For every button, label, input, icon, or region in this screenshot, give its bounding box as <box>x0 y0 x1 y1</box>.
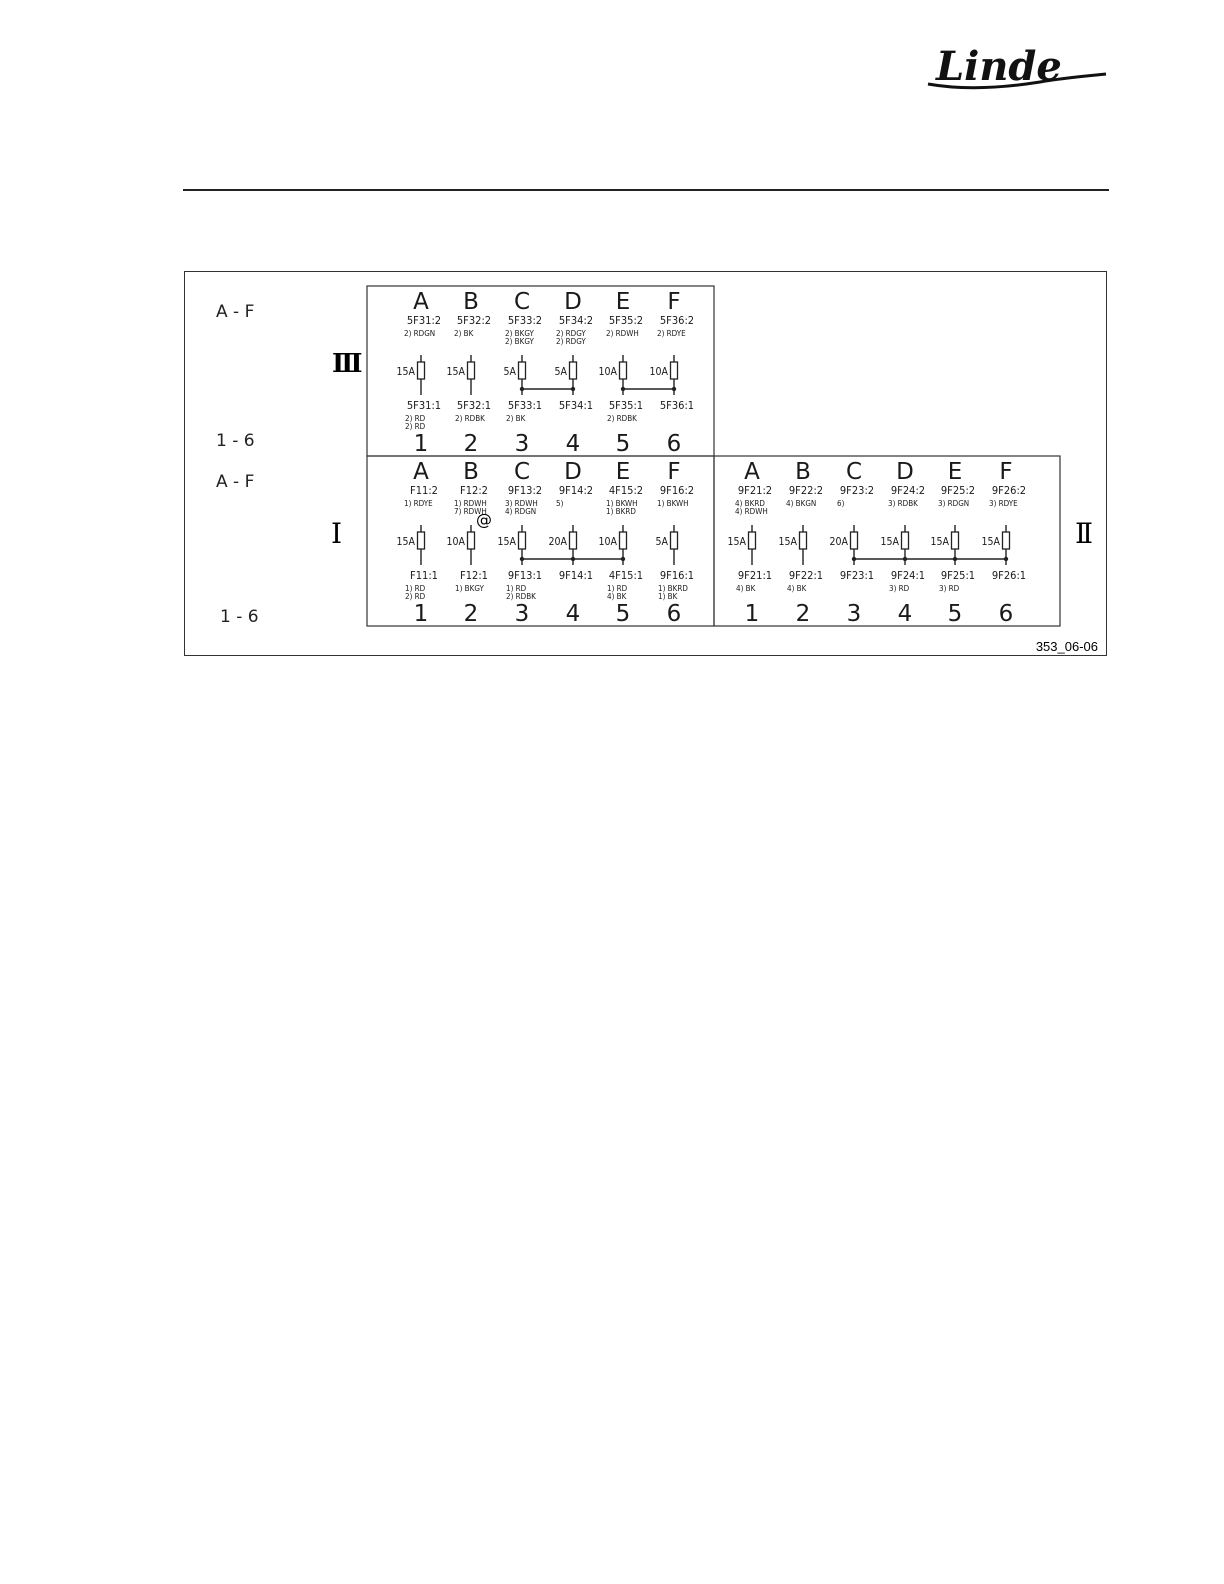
fuse-top-wire: 2) BKGY <box>505 329 534 338</box>
bridge-node <box>903 557 907 561</box>
side-label-numbers-top: 1 - 6 <box>216 431 255 451</box>
bridge-node <box>621 557 625 561</box>
fuse-body <box>749 532 756 549</box>
column-letter: C <box>845 459 863 485</box>
fuse-body <box>952 532 959 549</box>
fuse-rating: 15A <box>396 366 415 378</box>
fuse-rating: 5A <box>503 366 516 378</box>
fuse-top-wire: 1) RDYE <box>404 499 433 508</box>
column-letter: A <box>413 289 429 315</box>
column-number: 2 <box>795 601 811 627</box>
column-letter: A <box>744 459 760 485</box>
box-iii-label: III <box>332 349 360 379</box>
fuse-body <box>620 532 627 549</box>
fuse-top-wire: 4) RDGN <box>505 507 537 516</box>
column-letter: D <box>564 459 582 485</box>
header-rule <box>183 189 1109 191</box>
box-ii-label: II <box>1075 517 1090 550</box>
bridge-marker: @ <box>476 510 492 529</box>
fuse-top-wire: 1) RDWH <box>454 499 487 508</box>
fuse-bottom-wire: 2) RDBK <box>455 414 485 423</box>
fuse-bottom-terminal: 9F25:1 <box>940 569 976 582</box>
fuse-rating: 15A <box>446 366 465 378</box>
fuse-top-terminal: 9F25:2 <box>940 484 976 497</box>
fuse-top-wire: 3) RDWH <box>505 499 538 508</box>
fuse-rating: 15A <box>880 536 899 548</box>
fuse-bottom-wire: 3) RD <box>889 584 910 593</box>
column-number: 1 <box>413 431 429 457</box>
fuse-bottom-terminal: 5F34:1 <box>558 399 594 412</box>
fuse-bottom-wire: 1) RD <box>405 584 426 593</box>
column-number: 6 <box>666 431 682 457</box>
fuse-body <box>902 532 909 549</box>
fuse-top-wire: 5) <box>556 499 564 508</box>
fuse-rating: 15A <box>727 536 746 548</box>
column-number: 1 <box>413 601 429 627</box>
column-letter: B <box>463 459 479 485</box>
column-letter: B <box>795 459 811 485</box>
fuse-rating: 10A <box>649 366 668 378</box>
fuse-top-wire: 1) BKWH <box>606 499 638 508</box>
fuse-bottom-wire: 1) RD <box>506 584 527 593</box>
fuse-rating: 15A <box>778 536 797 548</box>
column-letter: C <box>513 459 531 485</box>
linde-logo <box>922 38 1112 94</box>
column-letter: F <box>999 459 1013 485</box>
fuse-bottom-terminal: F11:1 <box>410 569 438 582</box>
fuse-top-terminal: 5F32:2 <box>456 314 492 327</box>
fuse-bottom-wire: 1) BKRD <box>658 584 688 593</box>
bridge-node <box>621 387 625 391</box>
fuse-top-wire: 6) <box>837 499 845 508</box>
bridge-node <box>672 387 676 391</box>
fuse-top-wire: 1) BKWH <box>657 499 689 508</box>
column-number: 5 <box>615 601 631 627</box>
column-number: 1 <box>744 601 760 627</box>
box-i-label: I <box>331 517 343 550</box>
fuse-rating: 15A <box>981 536 1000 548</box>
fuse-bottom-wire: 2) RD <box>405 414 426 423</box>
fuse-rating: 15A <box>396 536 415 548</box>
column-letter: D <box>564 289 582 315</box>
fuse-bottom-wire: 2) RDBK <box>506 592 536 601</box>
fuse-body <box>671 362 678 379</box>
fuse-body <box>671 532 678 549</box>
fuse-top-terminal: 4F15:2 <box>608 484 644 497</box>
fuse-top-terminal: 9F21:2 <box>737 484 773 497</box>
fuse-rating: 20A <box>829 536 848 548</box>
fuse-layer <box>397 289 1027 627</box>
fuse-bottom-terminal: 9F16:1 <box>659 569 695 582</box>
fuse-body <box>620 362 627 379</box>
bridge-node <box>852 557 856 561</box>
fuse-bottom-terminal: 9F24:1 <box>890 569 926 582</box>
fuse-bottom-wire: 3) RD <box>939 584 960 593</box>
fuse-bottom-wire: 1) BK <box>658 592 678 601</box>
fuse-top-wire: 3) RDBK <box>888 499 918 508</box>
fuse-bottom-terminal: 9F14:1 <box>558 569 594 582</box>
fuse-top-terminal: 5F36:2 <box>659 314 695 327</box>
column-number: 3 <box>514 601 530 627</box>
fuse-top-terminal: 5F31:2 <box>406 314 442 327</box>
fuse-bottom-wire: 2) RD <box>405 592 426 601</box>
logo-wordmark: Linde <box>936 43 1062 90</box>
fuse-bottom-terminal: 5F33:1 <box>507 399 543 412</box>
column-number: 3 <box>846 601 862 627</box>
fuse-bottom-terminal: F12:1 <box>460 569 488 582</box>
fuse-bottom-terminal: 5F35:1 <box>608 399 644 412</box>
fuse-top-wire: 4) BKGN <box>786 499 817 508</box>
fuse-bottom-wire: 2) BK <box>506 414 526 423</box>
fuse-bottom-wire: 2) RD <box>405 422 426 431</box>
fuse-rating: 5A <box>554 366 567 378</box>
fuse-top-terminal: 9F16:2 <box>659 484 695 497</box>
fuse-body <box>1003 532 1010 549</box>
fuse-bottom-terminal: 9F21:1 <box>737 569 773 582</box>
fuse-diagram <box>184 271 1108 657</box>
bridge-node <box>571 387 575 391</box>
fuse-top-terminal: 9F14:2 <box>558 484 594 497</box>
fuse-top-terminal: 9F24:2 <box>890 484 926 497</box>
column-number: 2 <box>463 601 479 627</box>
column-number: 4 <box>565 431 581 457</box>
fuse-top-terminal: 5F35:2 <box>608 314 644 327</box>
fuse-top-terminal: 9F13:2 <box>507 484 543 497</box>
fuse-top-terminal: 9F26:2 <box>991 484 1027 497</box>
column-letter: A <box>413 459 429 485</box>
fuse-top-terminal: 9F22:2 <box>788 484 824 497</box>
fuse-top-wire: 3) RDYE <box>989 499 1018 508</box>
fuse-bottom-wire: 1) RD <box>607 584 628 593</box>
fuse-bottom-wire: 4) BK <box>607 592 627 601</box>
fuse-bottom-terminal: 5F36:1 <box>659 399 695 412</box>
fuse-top-wire: 2) RDGY <box>556 329 586 338</box>
column-letter: F <box>667 459 681 485</box>
fuse-rating: 10A <box>446 536 465 548</box>
bridge-node <box>571 557 575 561</box>
fuse-rating: 15A <box>497 536 516 548</box>
fuse-bottom-wire: 1) BKGY <box>455 584 484 593</box>
fuse-top-wire: 7) RDWH <box>454 507 487 516</box>
fuse-body <box>468 532 475 549</box>
fuse-rating: 15A <box>930 536 949 548</box>
fuse-bottom-terminal: 9F13:1 <box>507 569 543 582</box>
fuse-body <box>800 532 807 549</box>
fuse-top-terminal: 5F33:2 <box>507 314 543 327</box>
bridge-node <box>953 557 957 561</box>
figure-id: 353_06-06 <box>1035 639 1098 654</box>
fuse-top-wire: 1) BKRD <box>606 507 636 516</box>
fuse-bottom-terminal: 9F26:1 <box>991 569 1027 582</box>
fuse-rating: 10A <box>598 536 617 548</box>
column-number: 4 <box>565 601 581 627</box>
bridge-node <box>520 387 524 391</box>
fuse-body <box>519 532 526 549</box>
fuse-top-wire: 2) RDWH <box>606 329 639 338</box>
fuse-rating: 5A <box>655 536 668 548</box>
column-letter: E <box>615 459 631 485</box>
column-number: 5 <box>615 431 631 457</box>
side-label-numbers-bottom: 1 - 6 <box>220 607 259 627</box>
column-letter: B <box>463 289 479 315</box>
bridge-node <box>1004 557 1008 561</box>
column-letter: D <box>896 459 914 485</box>
column-letter: E <box>947 459 963 485</box>
side-label-letters-top: A - F <box>216 302 255 322</box>
column-number: 6 <box>666 601 682 627</box>
fuse-body <box>468 362 475 379</box>
fuse-bottom-wire: 4) BK <box>787 584 807 593</box>
fuse-bottom-wire: 4) BK <box>736 584 756 593</box>
fuse-bottom-terminal: 5F31:1 <box>406 399 442 412</box>
column-letter: C <box>513 289 531 315</box>
column-number: 6 <box>998 601 1014 627</box>
fuse-top-wire: 4) RDWH <box>735 507 768 516</box>
fuse-top-terminal: 9F23:2 <box>839 484 875 497</box>
fuse-top-wire: 2) RDGY <box>556 337 586 346</box>
fuse-rating: 20A <box>548 536 567 548</box>
fuse-top-wire: 2) RDYE <box>657 329 686 338</box>
bridge-node <box>520 557 524 561</box>
fuse-body <box>418 362 425 379</box>
column-number: 4 <box>897 601 913 627</box>
fuse-bottom-terminal: 5F32:1 <box>456 399 492 412</box>
fuse-top-wire: 3) RDGN <box>938 499 970 508</box>
fuse-bottom-terminal: 4F15:1 <box>608 569 644 582</box>
fuse-body <box>851 532 858 549</box>
column-number: 2 <box>463 431 479 457</box>
fuse-body <box>418 532 425 549</box>
fuse-top-terminal: 5F34:2 <box>558 314 594 327</box>
fuse-bottom-terminal: 9F23:1 <box>839 569 875 582</box>
fuse-top-wire: 2) BK <box>454 329 474 338</box>
fuse-bottom-wire: 2) RDBK <box>607 414 637 423</box>
fuse-top-wire: 2) BKGY <box>505 337 534 346</box>
fuse-body <box>519 362 526 379</box>
side-label-letters-bottom: A - F <box>216 472 255 492</box>
fuse-top-wire: 2) RDGN <box>404 329 436 338</box>
column-number: 5 <box>947 601 963 627</box>
column-number: 3 <box>514 431 530 457</box>
fuse-rating: 10A <box>598 366 617 378</box>
fuse-body <box>570 532 577 549</box>
column-letter: E <box>615 289 631 315</box>
fuse-top-terminal: F12:2 <box>460 484 488 497</box>
fuse-top-wire: 4) BKRD <box>735 499 765 508</box>
fuse-top-terminal: F11:2 <box>410 484 438 497</box>
fuse-body <box>570 362 577 379</box>
fuse-bottom-terminal: 9F22:1 <box>788 569 824 582</box>
column-letter: F <box>667 289 681 315</box>
